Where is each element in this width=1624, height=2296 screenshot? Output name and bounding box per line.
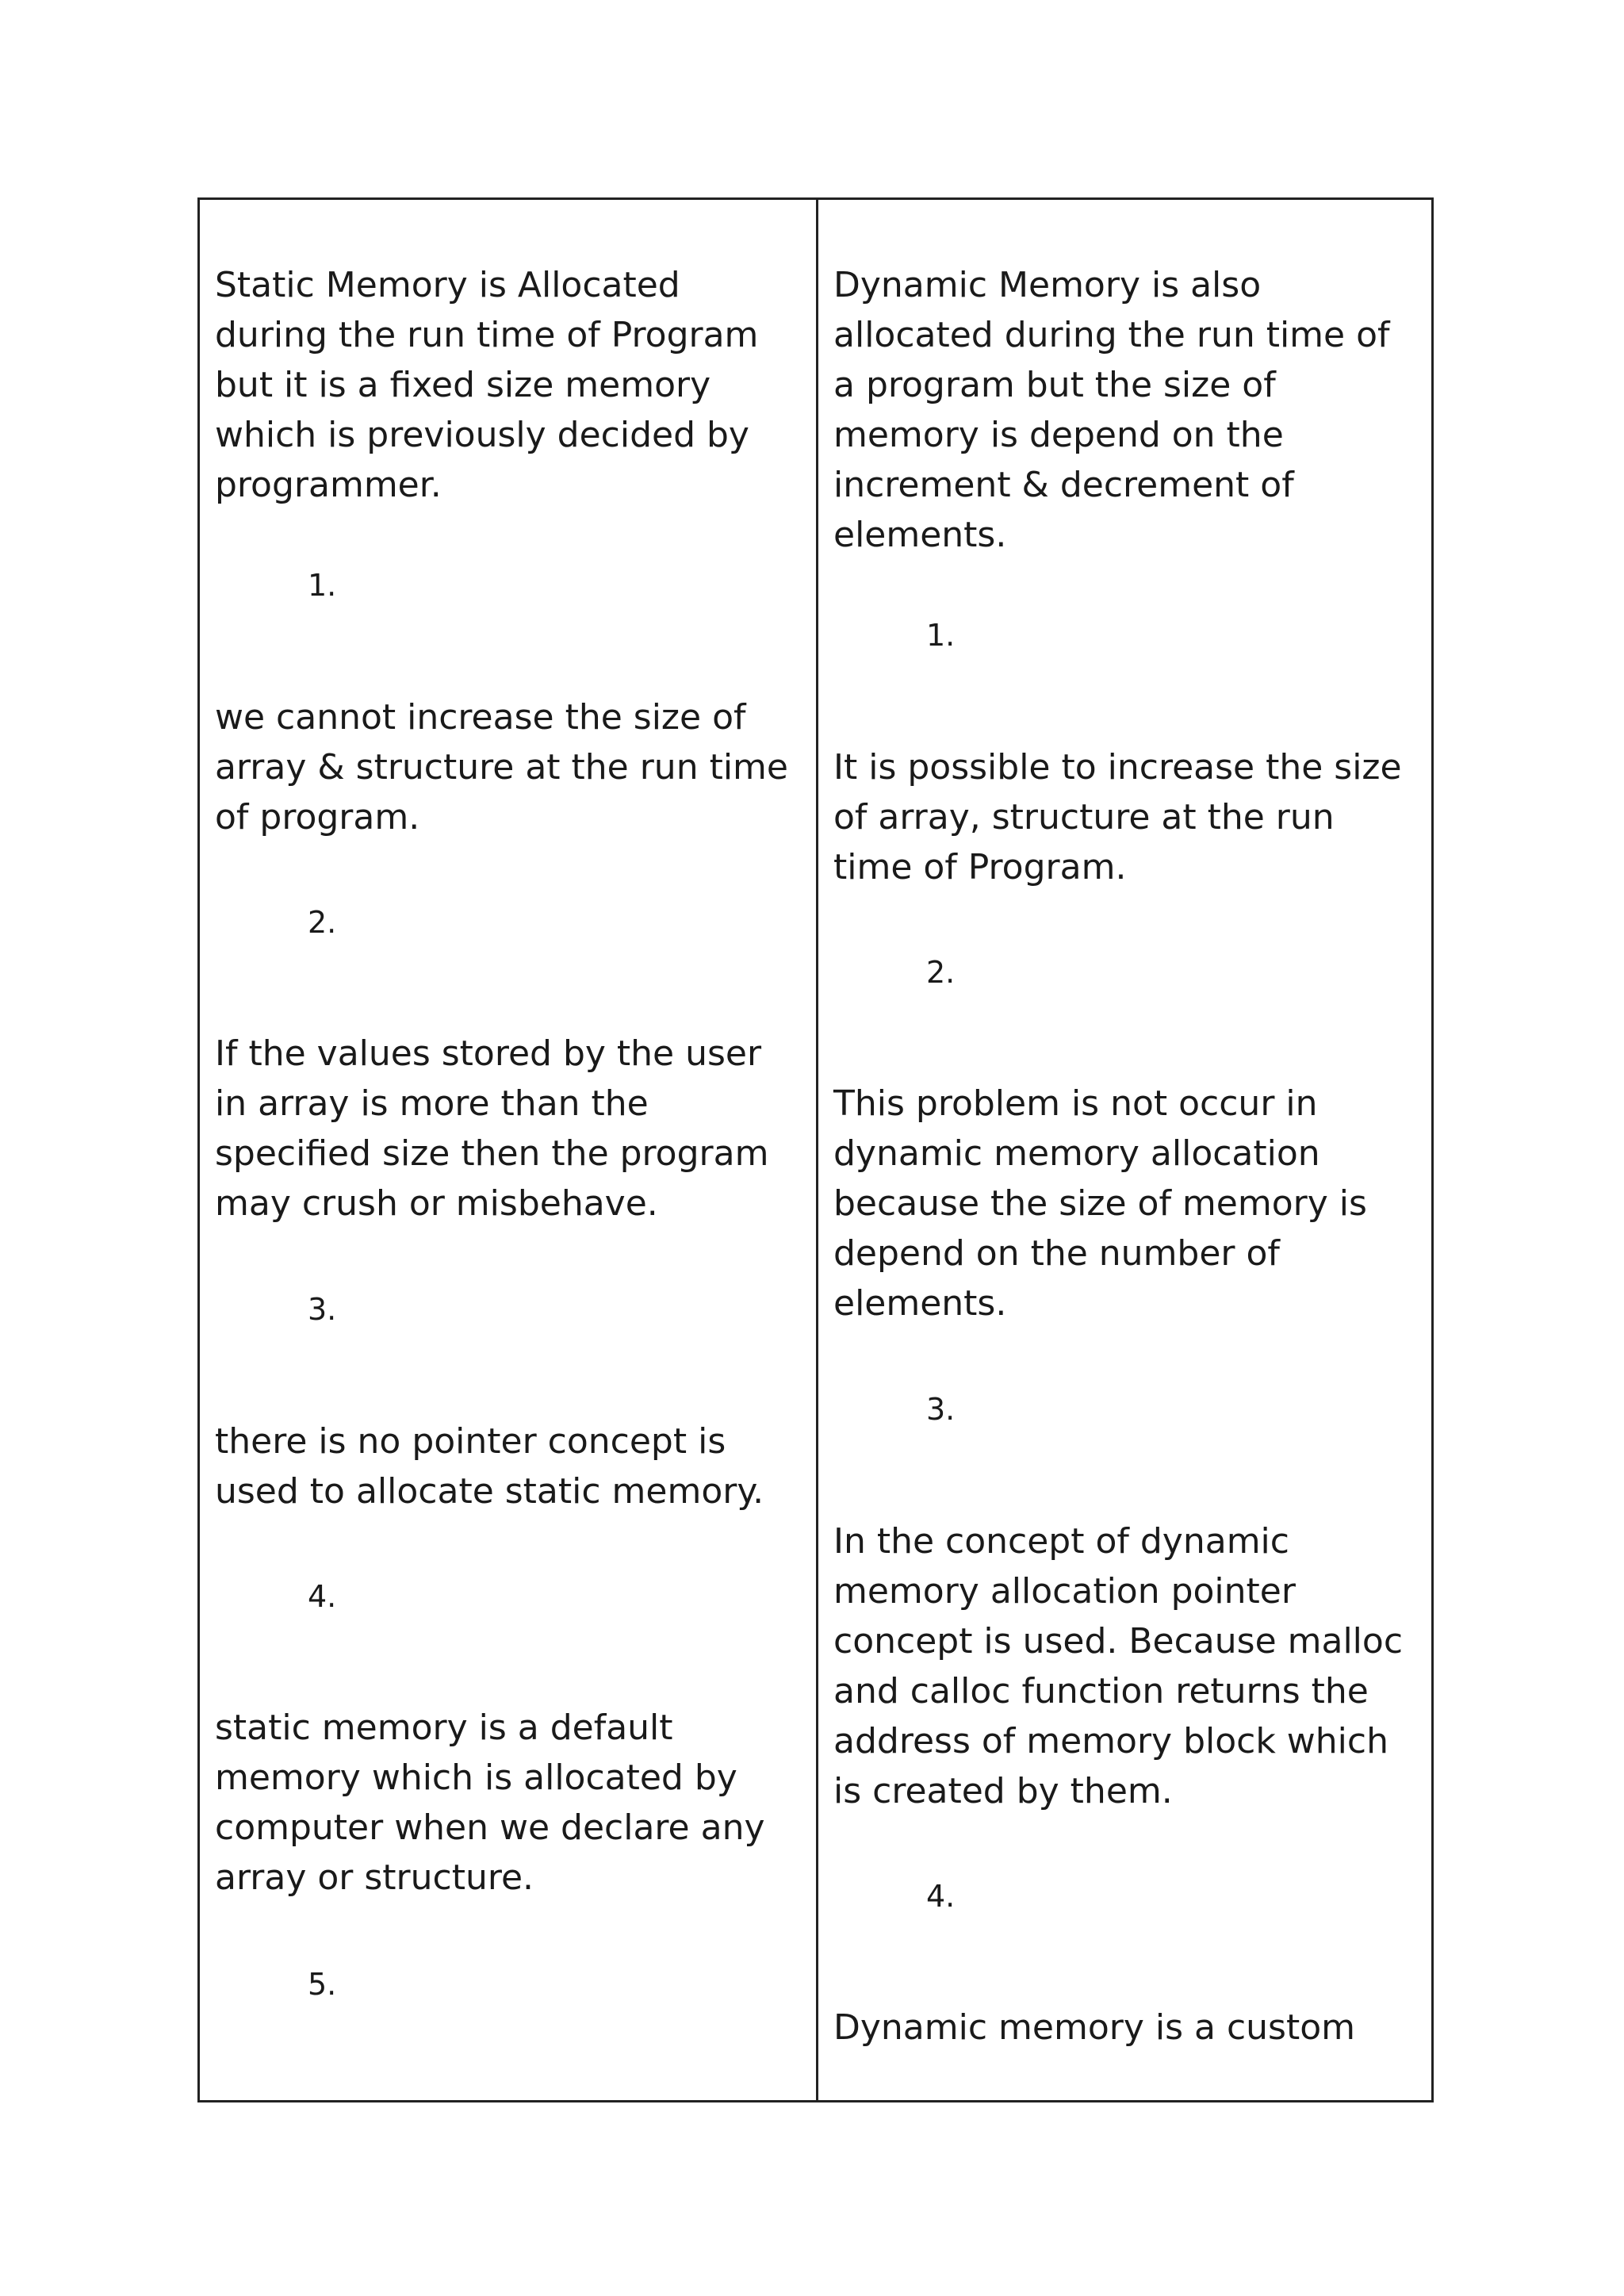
text-line: memory is depend on the <box>833 415 1284 455</box>
static-point-1-number: 1. <box>308 568 337 603</box>
static-point-5-text <box>215 1703 765 1903</box>
text-line: in array is more than the <box>215 1083 649 1124</box>
text-line: may crush or misbehave. <box>215 1183 658 1224</box>
text-line: Static Memory is Allocated <box>215 265 680 305</box>
text-line: It is possible to increase the size <box>833 747 1402 788</box>
text-line: programmer. <box>215 465 442 505</box>
text-line: dynamic memory allocation <box>833 1133 1320 1174</box>
text-line: of program. <box>215 797 420 838</box>
dynamic-point-5-text <box>833 2003 1355 2053</box>
text-line: elements. <box>833 1283 1007 1324</box>
text-line: and calloc function returns the <box>833 1671 1369 1711</box>
static-point-3-number: 3. <box>308 1292 337 1327</box>
static-memory-column <box>200 200 816 2100</box>
static-point-3-text <box>215 1029 768 1228</box>
text-line: memory allocation pointer <box>833 1571 1296 1612</box>
text-line: specified size then the program <box>215 1133 769 1174</box>
text-line: is created by them. <box>833 1771 1173 1811</box>
text-line: used to allocate static memory. <box>215 1471 764 1512</box>
static-point-1-text <box>215 260 758 510</box>
text-line: In the concept of dynamic <box>833 1521 1289 1562</box>
text-line: a program but the size of <box>833 365 1276 405</box>
dynamic-point-1-text <box>833 260 1390 560</box>
comparison-table <box>197 197 1434 2102</box>
text-line: computer when we declare any <box>215 1807 765 1848</box>
text-line: Dynamic memory is a custom <box>833 2007 1355 2048</box>
text-line: If the values stored by the user <box>215 1033 762 1074</box>
text-line: we cannot increase the size of <box>215 697 746 738</box>
text-line: memory which is allocated by <box>215 1757 737 1798</box>
text-line: during the run time of Program <box>215 315 759 355</box>
text-line: array & structure at the run time <box>215 747 788 788</box>
text-line: but it is a fixed size memory <box>215 365 711 405</box>
dynamic-point-4-text <box>833 1516 1403 1816</box>
static-point-4-number: 4. <box>308 1579 337 1614</box>
text-line: address of memory block which <box>833 1721 1388 1761</box>
text-line: depend on the number of <box>833 1233 1280 1274</box>
dynamic-point-2-number: 2. <box>926 955 956 990</box>
static-point-4-text <box>215 1416 764 1516</box>
dynamic-point-4-number: 4. <box>926 1879 956 1914</box>
text-line: because the size of memory is <box>833 1183 1367 1224</box>
text-line: there is no pointer concept is <box>215 1421 726 1462</box>
static-point-2-number: 2. <box>308 905 337 940</box>
dynamic-point-3-text <box>833 1079 1367 1328</box>
text-line: increment & decrement of <box>833 465 1294 505</box>
text-line: Dynamic Memory is also <box>833 265 1262 305</box>
text-line: allocated during the run time of <box>833 315 1390 355</box>
text-line: array or structure. <box>215 1857 534 1898</box>
text-line: This problem is not occur in <box>833 1083 1318 1124</box>
dynamic-memory-column <box>818 200 1434 2100</box>
text-line: elements. <box>833 515 1007 555</box>
static-point-2-text <box>215 692 788 842</box>
text-line: of array, structure at the run <box>833 797 1335 838</box>
dynamic-point-3-number: 3. <box>926 1392 956 1427</box>
text-line: which is previously decided by <box>215 415 749 455</box>
static-point-5-number: 5. <box>308 1967 337 2002</box>
text-line: time of Program. <box>833 847 1127 887</box>
dynamic-point-2-text <box>833 742 1402 892</box>
dynamic-point-1-number: 1. <box>926 618 956 653</box>
text-line: concept is used. Because malloc <box>833 1621 1404 1662</box>
text-line: static memory is a default <box>215 1708 673 1748</box>
